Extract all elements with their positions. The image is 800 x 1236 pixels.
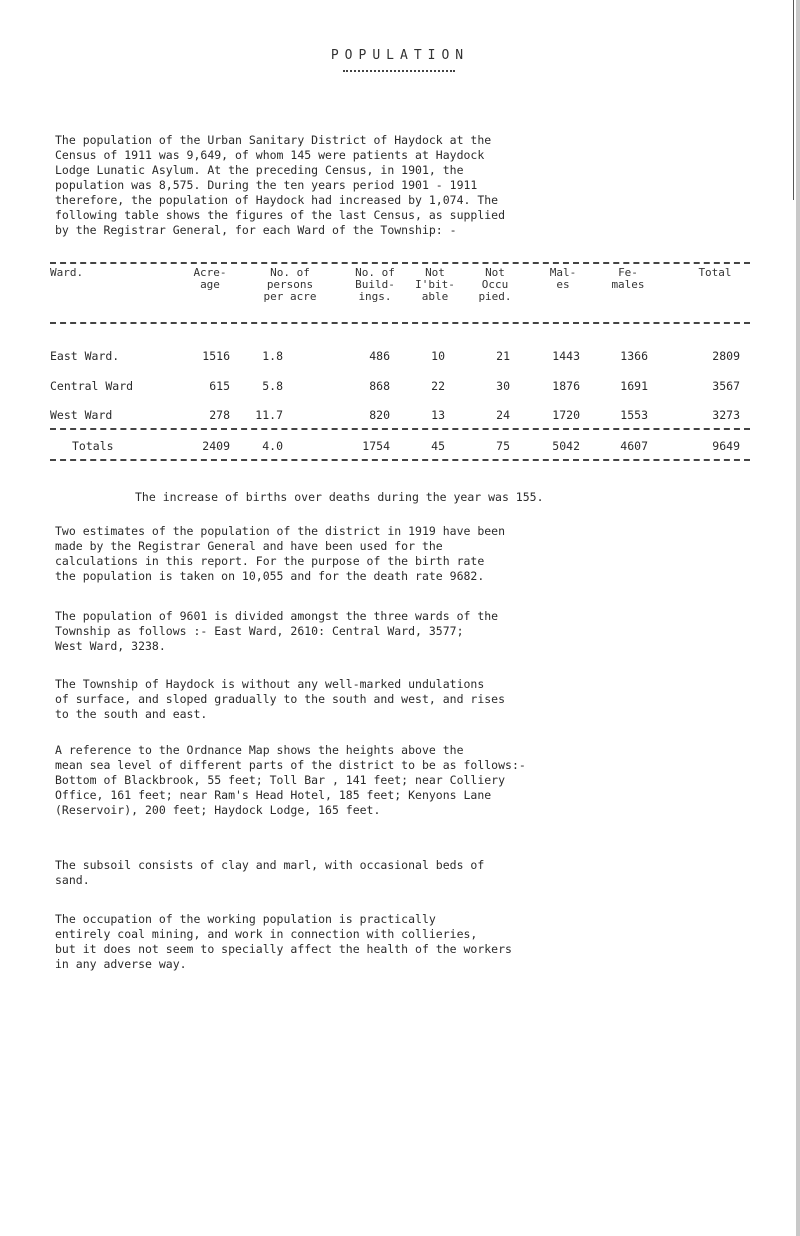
cell-males: 1720 [552, 408, 580, 422]
cell-not-habitable: 13 [431, 408, 445, 422]
cell-buildings: 1754 [362, 439, 390, 453]
cell-males: 5042 [552, 439, 580, 453]
township-paragraph: The Township of Haydock is without any well-marked undulations of surface, and sloped gradually to the south and west, and rises to the south and east. [55, 677, 506, 721]
cell-ward: Totals [72, 439, 114, 453]
division-paragraph: The population of 9601 is divided amongst the three wards of the Township as follows :- East Ward, 2610: Central Ward, 3577; West Ward, 3238. [55, 609, 499, 653]
title-underline [343, 70, 455, 72]
heights-paragraph: A reference to the Ordnance Map shows the heights above the mean sea level of different parts of the district to be as follows:- Bottom of Blackbrook, 55 feet; Toll Bar , 141 feet; near Colliery Office, 161 feet; near Ram's Head Hotel, 185 feet; Kenyons Lane (Reservoir), 200 feet; Haydock Lodge, 165 feet. [55, 743, 526, 817]
subsoil-paragraph: The subsoil consists of clay and marl, with occasional beds of sand. [55, 858, 485, 887]
cell-not-occupied: 75 [496, 439, 510, 453]
cell-not-habitable: 45 [431, 439, 445, 453]
cell-ward: Central Ward [50, 379, 134, 393]
cell-not-occupied: 24 [496, 408, 510, 422]
cell-males: 1876 [552, 379, 580, 393]
table-top-rule [50, 262, 750, 264]
cell-per-acre: 11.7 [255, 408, 283, 422]
header-not-habitable: Not I'bit- able [415, 266, 455, 303]
cell-females: 1553 [620, 408, 648, 422]
header-acreage: Acre- age [193, 266, 227, 291]
header-per-acre: No. of persons per acre [263, 266, 317, 303]
table-totals-rule [50, 428, 750, 430]
cell-females: 1366 [620, 349, 648, 363]
cell-per-acre: 4.0 [262, 439, 283, 453]
header-males: Mal- es [549, 266, 577, 291]
table-bottom-rule [50, 459, 750, 461]
cell-total: 3273 [712, 408, 740, 422]
cell-acreage: 1516 [202, 349, 230, 363]
cell-buildings: 820 [369, 408, 390, 422]
cell-ward: West Ward [50, 408, 113, 422]
header-total: Total [698, 266, 732, 279]
cell-females: 4607 [620, 439, 648, 453]
cell-buildings: 868 [369, 379, 390, 393]
header-not-occupied: Not Occu pied. [478, 266, 512, 303]
cell-not-habitable: 22 [431, 379, 445, 393]
cell-per-acre: 1.8 [262, 349, 283, 363]
cell-total: 3567 [712, 379, 740, 393]
cell-not-occupied: 21 [496, 349, 510, 363]
page-title: POPULATION [330, 48, 470, 63]
cell-acreage: 2409 [202, 439, 230, 453]
births-paragraph: The increase of births over deaths during the year was 155. [135, 490, 544, 504]
cell-per-acre: 5.8 [262, 379, 283, 393]
header-females: Fe- males [611, 266, 645, 291]
cell-acreage: 278 [209, 408, 230, 422]
occupation-paragraph: The occupation of the working population is practically entirely coal mining, and work in connection with collieries, but it does not seem to specially affect the health of the workers in any adverse way. [55, 912, 512, 971]
cell-males: 1443 [552, 349, 580, 363]
cell-not-habitable: 10 [431, 349, 445, 363]
page-edge-line [793, 0, 794, 200]
intro-paragraph: The population of the Urban Sanitary District of Haydock at the Census of 1911 was 9,649, of whom 145 were patients at Haydock Lodge Lunatic Asylum. At the preceding Census, in 1901, the population was 8,575. During the ten years period 1901 - 1911 therefore, the population of Haydock had increased by 1,074. The following table shows the figures of the last Census, as supplied by the Registrar General, for each Ward of the Township: - [55, 133, 506, 237]
cell-buildings: 486 [369, 349, 390, 363]
header-ward: Ward. [50, 266, 84, 279]
cell-total: 2809 [712, 349, 740, 363]
cell-females: 1691 [620, 379, 648, 393]
estimates-paragraph: Two estimates of the population of the district in 1919 have been made by the Registrar General and have been used for the calculations in this report. For the purpose of the birth rate the population is taken on 10,055 and for the death rate 9682. [55, 524, 506, 583]
cell-ward: East Ward. [50, 349, 120, 363]
page-edge-shadow [796, 0, 800, 1236]
cell-not-occupied: 30 [496, 379, 510, 393]
cell-total: 9649 [712, 439, 740, 453]
cell-acreage: 615 [209, 379, 230, 393]
table-header-rule [50, 322, 750, 324]
header-buildings: No. of Build- ings. [355, 266, 395, 303]
